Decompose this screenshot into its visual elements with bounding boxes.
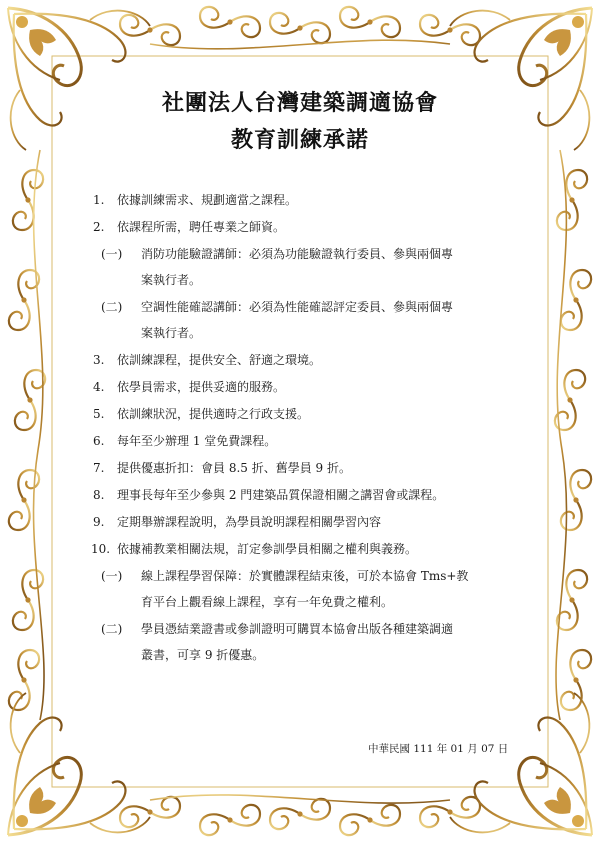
- document-date: 中華民國 111 年 01 月 07 日: [368, 743, 509, 755]
- item-number: 8.: [93, 488, 105, 502]
- item-text: 依學員需求，提供妥適的服務。: [117, 380, 286, 394]
- item-text: 提供優惠折扣：會員 8.5 折、舊學員 9 折。: [117, 461, 351, 475]
- item-text-continued: 案執行者。: [141, 273, 202, 287]
- item-number: (一): [101, 569, 123, 583]
- item-number: 2.: [93, 220, 105, 234]
- item-number: 7.: [93, 461, 105, 475]
- item-text-continued: 案執行者。: [141, 326, 202, 340]
- item-text: 消防功能驗證講師：必須為功能驗證執行委員、參與兩個專: [141, 247, 454, 261]
- item-text: 依訓練狀況，提供適時之行政支援。: [117, 407, 310, 421]
- item-number: (二): [101, 622, 123, 636]
- item-text: 依據訓練需求、規劃適當之課程。: [117, 193, 298, 207]
- item-number: 10.: [91, 542, 111, 556]
- item-text: 空調性能確認講師：必須為性能確認評定委員、參與兩個專: [141, 300, 454, 314]
- item-number: 1.: [93, 193, 105, 207]
- document-title: 社團法人台灣建築調適協會: [161, 90, 438, 116]
- item-number: 5.: [93, 407, 105, 421]
- item-number: (二): [101, 300, 123, 314]
- item-text: 依訓練課程，提供安全、舒適之環境。: [117, 353, 322, 367]
- item-number: (一): [101, 247, 123, 261]
- item-text: 定期舉辦課程說明，為學員說明課程相關學習內容: [117, 515, 382, 529]
- item-number: 4.: [93, 380, 105, 394]
- item-number: 3.: [93, 353, 105, 367]
- document-subtitle: 教育訓練承諾: [230, 127, 369, 153]
- item-text: 每年至少辦理 1 堂免費課程。: [117, 434, 277, 448]
- item-number: 9.: [93, 515, 105, 529]
- item-text-continued: 育平台上觀看線上課程，享有一年免費之權利。: [141, 595, 394, 609]
- item-text: 線上課程學習保障：於實體課程結束後，可於本協會 Tms+教: [141, 569, 469, 583]
- item-text-continued: 叢書，可享 9 折優惠。: [141, 648, 265, 662]
- item-number: 6.: [93, 434, 105, 448]
- item-text: 依據補教業相關法規，訂定參訓學員相關之權利與義務。: [117, 542, 418, 556]
- item-text: 依課程所需，聘任專業之師資。: [117, 220, 286, 234]
- item-text: 學員憑結業證書或參訓證明可購買本協會出版各種建築調適: [141, 622, 454, 636]
- item-text: 理事長每年至少參與 2 門建築品質保證相關之講習會或課程。: [117, 488, 445, 502]
